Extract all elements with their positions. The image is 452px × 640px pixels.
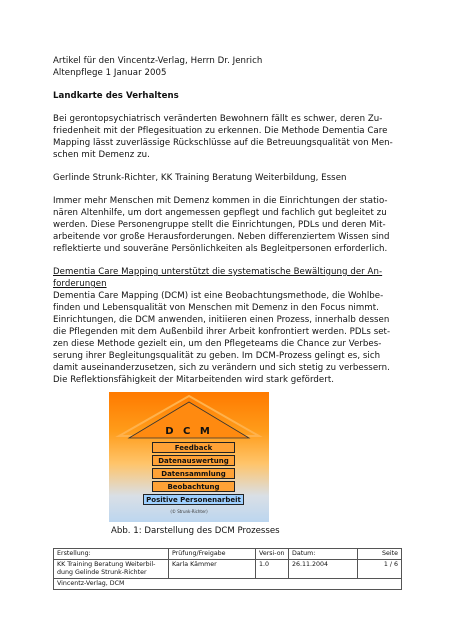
- process-step-bar: Datensammlung: [152, 468, 235, 479]
- paragraph-line: reflektierte und souveräne Persönlichkeiten als Begleitpersonen erforderlich.: [53, 244, 388, 254]
- paragraph-line: nären Altenhilfe, um dort angemessen gepflegt und fachlich gut begleitet zu: [53, 208, 387, 218]
- footer-cell: 1 / 6: [358, 560, 402, 579]
- subheading-line: forderungen: [53, 279, 107, 289]
- paragraph-line: zen diese Methode gezielt ein, um den Pflegeteams die Chance zur Verbes-: [53, 339, 382, 349]
- footer-last-row: [54, 579, 402, 590]
- dcm-label: D C M: [165, 426, 213, 437]
- footer-table: [53, 548, 402, 590]
- paragraph-line: serung ihrer Begleitungsqualität zu geben. Im DCM-Prozess gelingt es, sich: [53, 351, 381, 361]
- figure-caption: Abb. 1: Darstellung des DCM Prozesses: [111, 526, 280, 536]
- header-line-2: Altenpflege 1 Januar 2005: [53, 68, 167, 78]
- footer-cell: Versi-on: [256, 549, 289, 560]
- footer-cell: Vincentz-Verlag, DCM: [54, 579, 402, 590]
- process-step-bar: Feedback: [152, 442, 235, 453]
- dcm-figure: [109, 392, 269, 522]
- copyright-note: (© Strunk-Richter): [170, 509, 208, 514]
- process-step-bar: Datenauswertung: [152, 455, 235, 466]
- intro-line: Mapping lässt zuverlässige Rückschlüsse auf die Betreuungsqualität von Men-: [53, 138, 393, 148]
- header-line-1: Artikel für den Vincentz-Verlag, Herrn Dr. Jenrich: [53, 56, 263, 66]
- footer-cell: Karla Kämmer: [169, 560, 256, 579]
- footer-cell: Seite: [358, 549, 402, 560]
- intro-line: friedenheit mit der Pflegesituation zu erkennen. Die Methode Dementia Care: [53, 126, 388, 136]
- footer-value-row: [54, 560, 402, 579]
- footer-cell: 26.11.2004: [289, 560, 358, 579]
- footer-cell: Prüfung/Freigabe: [169, 549, 256, 560]
- article-title: Landkarte des Verhaltens: [53, 91, 179, 101]
- paragraph-line: finden und Lebensqualität von Menschen mit Demenz in den Focus nimmt.: [53, 303, 379, 313]
- intro-line: Bei gerontopsychiatrisch veränderten Bewohnern fällt es schwer, deren Zu-: [53, 114, 383, 124]
- paragraph-line: Dementia Care Mapping (DCM) ist eine Beobachtungsmethode, die Wohlbe-: [53, 291, 384, 301]
- process-step-bar: Beobachtung: [152, 481, 235, 492]
- paragraph-line: arbeitende vor große Herausforderungen. Neben differenziertem Wissen sind: [53, 232, 390, 242]
- footer-cell: KK Training Beratung Weiterbil-dung Gelinde Strunk-Richter: [54, 560, 169, 579]
- author-line: Gerlinde Strunk-Richter, KK Training Beratung Weiterbildung, Essen: [53, 173, 347, 183]
- intro-line: schen mit Demenz zu.: [53, 150, 150, 160]
- footer-header-row: [54, 549, 402, 560]
- paragraph-line: damit auseinanderzusetzen, sich zu verändern und sich stetig zu verbessern.: [53, 363, 390, 373]
- footer-cell: Datum:: [289, 549, 358, 560]
- subheading-line: Dementia Care Mapping unterstützt die systematische Bewältigung der An-: [53, 267, 383, 277]
- process-step-bar: Positive Personenarbeit: [143, 494, 244, 505]
- paragraph-line: Die Reflektionsfähigkeit der Mitarbeitenden wird stark gefördert.: [53, 375, 335, 385]
- paragraph-line: Immer mehr Menschen mit Demenz kommen in die Einrichtungen der statio-: [53, 196, 388, 206]
- paragraph-line: die Pflegenden mit dem Außenbild ihrer Arbeit konfrontiert werden. PDLs set-: [53, 327, 391, 337]
- footer-cell: Erstellung:: [54, 549, 169, 560]
- paragraph-line: werden. Diese Personengruppe stellt die Einrichtungen, PDLs und deren Mit-: [53, 220, 386, 230]
- footer-cell: 1.0: [256, 560, 289, 579]
- paragraph-line: Einrichtungen, die DCM anwenden, initiieren einen Prozess, innerhalb dessen: [53, 315, 390, 325]
